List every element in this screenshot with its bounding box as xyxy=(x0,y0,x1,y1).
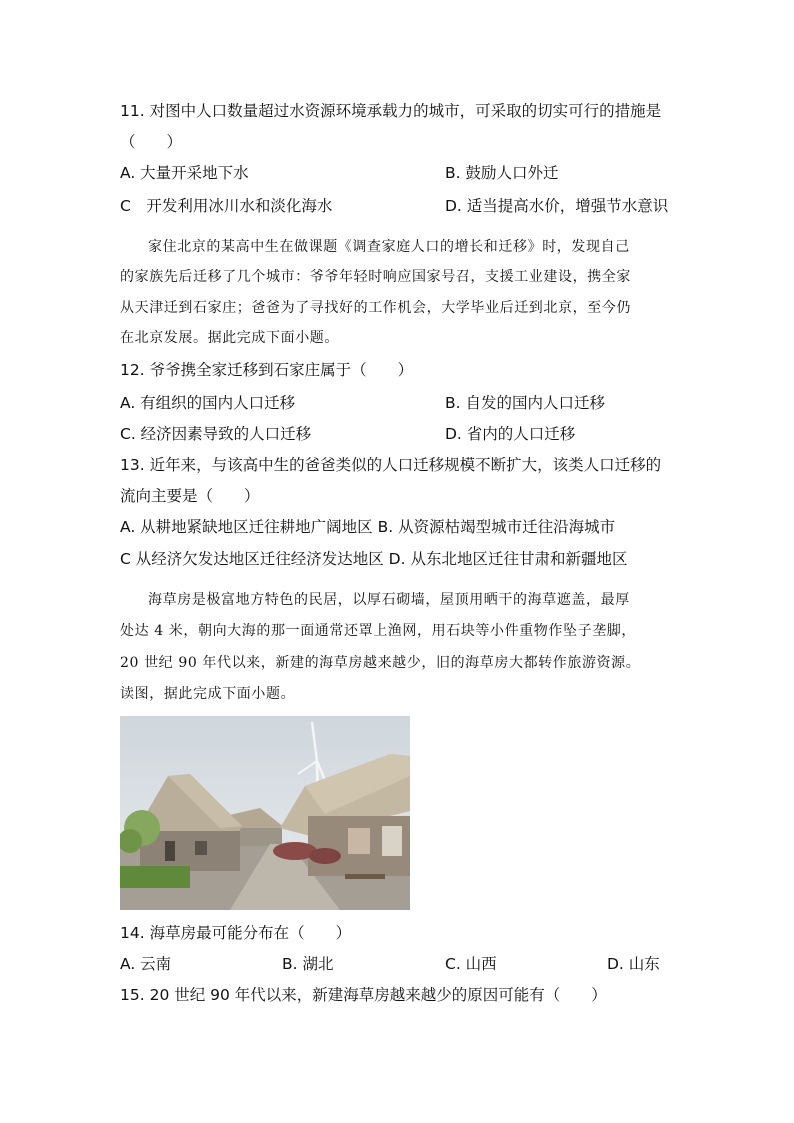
q15-stem: 15. 20 世纪 90 年代以来，新建海草房越来越少的原因可能有（ ） xyxy=(120,986,607,1004)
q14-option-d: D. 山东 xyxy=(607,955,660,973)
q11-stem-line2: （ ） xyxy=(120,133,183,151)
passage2-line4: 读图，据此完成下面小题。 xyxy=(120,686,296,702)
q11-stem-line1: 11. 对图中人口数量超过水资源环境承载力的城市，可采取的切实可行的措施是 xyxy=(120,102,662,120)
q11-option-b: B. 鼓励人口外迁 xyxy=(445,164,559,182)
q12-option-a: A. 有组织的国内人口迁移 xyxy=(120,394,296,412)
q11-option-c: C 开发利用冰川水和淡化海水 xyxy=(120,197,333,215)
q13-stem-line2: 流向主要是（ ） xyxy=(120,487,260,505)
q13-options-line1: A. 从耕地紧缺地区迁往耕地广阔地区 B. 从资源枯竭型城市迁往沿海城市 xyxy=(120,518,616,536)
q12-option-c: C. 经济因素导致的人口迁移 xyxy=(120,425,312,443)
passage2-line3: 20 世纪 90 年代以来，新建的海草房越来越少，旧的海草房大都转作旅游资源。 xyxy=(120,655,641,671)
passage1-line2: 的家族先后迁移了几个城市：爷爷年轻时响应国家号召，支援工业建设，携全家 xyxy=(120,269,631,285)
passage2-line1: 海草房是极富地方特色的民居，以厚石砌墙，屋顶用晒干的海草遮盖，最厚 xyxy=(148,592,630,608)
passage2-line2: 处达 4 米，朝向大海的那一面通常还罩上渔网，用石块等小件重物作坠子垄脚， xyxy=(120,623,637,639)
q12-option-b: B. 自发的国内人口迁移 xyxy=(445,394,605,412)
seaweed-house-photo xyxy=(120,716,410,910)
q14-option-a: A. 云南 xyxy=(120,955,172,973)
q14-option-c: C. 山西 xyxy=(445,955,497,973)
q13-stem-line1: 13. 近年来，与该高中生的爸爸类似的人口迁移规模不断扩大，该类人口迁移的 xyxy=(120,456,662,474)
q11-option-a: A. 大量开采地下水 xyxy=(120,164,249,182)
q14-stem: 14. 海草房最可能分布在（ ） xyxy=(120,924,352,942)
passage1-line1: 家住北京的某高中生在做课题《调查家庭人口的增长和迁移》时，发现自己 xyxy=(148,239,630,255)
q12-stem: 12. 爷爷携全家迁移到石家庄属于（ ） xyxy=(120,361,414,379)
q11-option-d: D. 适当提高水价，增强节水意识 xyxy=(445,197,669,215)
passage1-line4: 在北京发展。据此完成下面小题。 xyxy=(120,330,339,346)
q13-options-line2: C 从经济欠发达地区迁往经济发达地区 D. 从东北地区迁往甘肃和新疆地区 xyxy=(120,550,628,568)
passage1-line3: 从天津迁到石家庄；爸爸为了寻找好的工作机会，大学毕业后迁到北京，至今仍 xyxy=(120,300,631,316)
q14-option-b: B. 湖北 xyxy=(282,955,334,973)
q12-option-d: D. 省内的人口迁移 xyxy=(445,425,576,443)
